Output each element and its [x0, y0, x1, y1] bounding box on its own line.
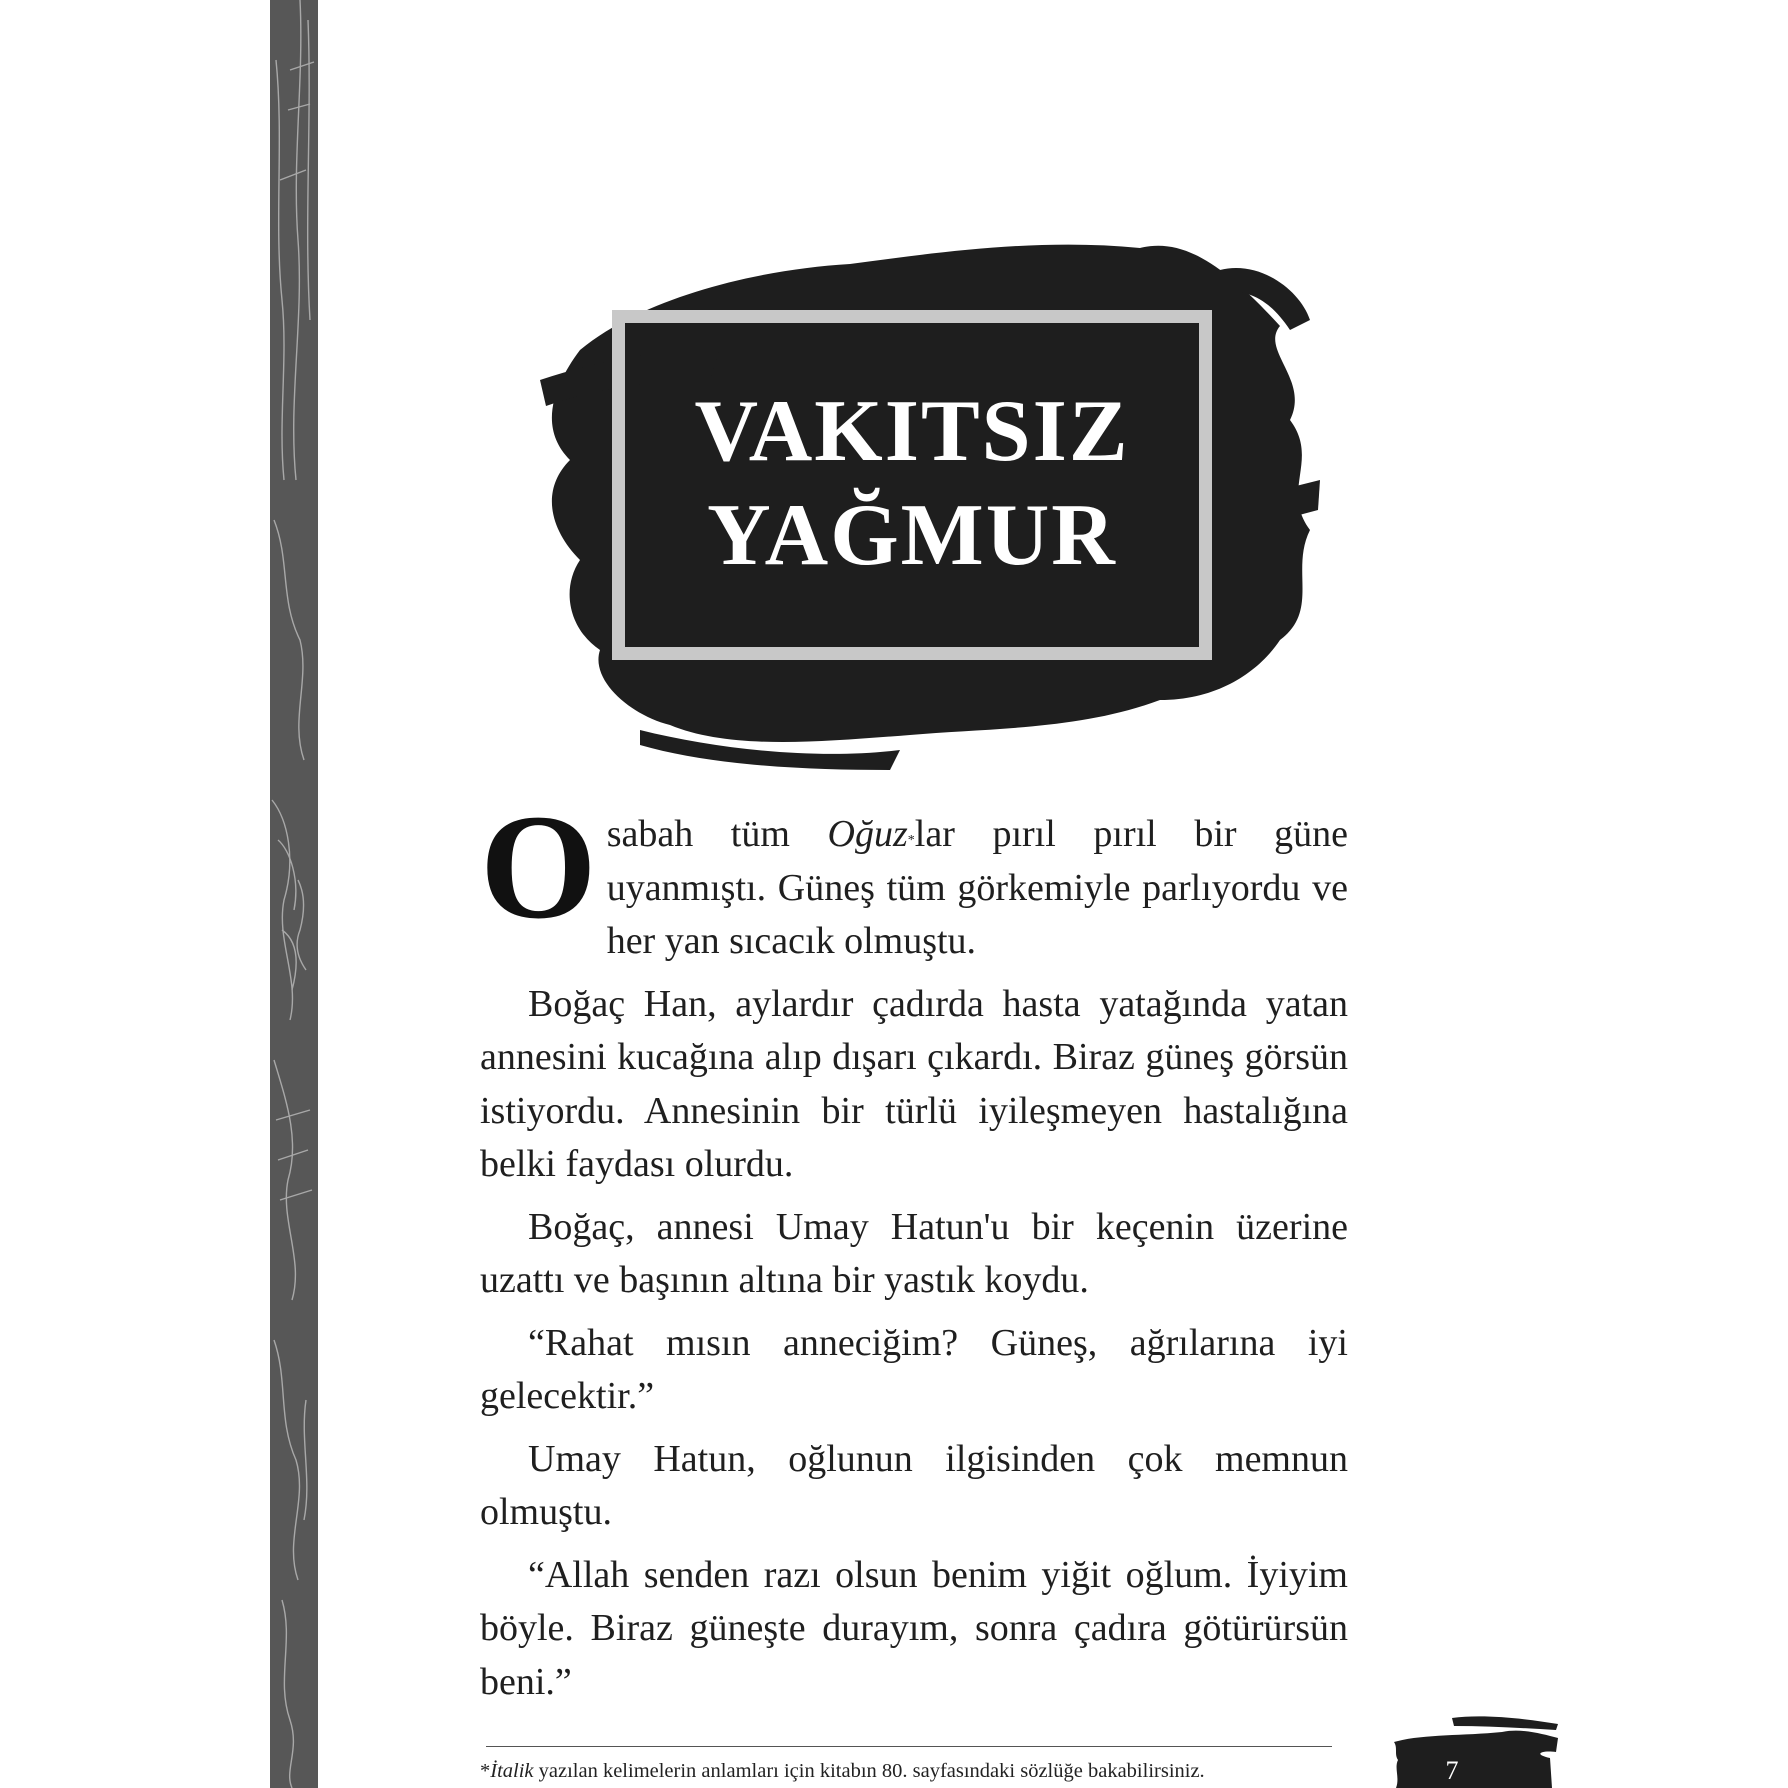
paragraph-4: “Rahat mısın anneciğim? Güneş, ağrılarına iyi gelecektir.”: [480, 1321, 1348, 1417]
paragraph-1-lead: sabah tüm: [606, 813, 828, 855]
paragraph-1: [480, 784, 1349, 969]
footnote-italic-word: İtalik: [490, 1760, 534, 1782]
footnote-marker: *: [480, 1760, 491, 1782]
footnote-divider: [486, 1746, 1332, 1747]
footnote-text: yazılan kelimelerin anlamları için kitabın 80. sayfasındaki sözlüğe bakabilirsiniz.: [533, 1760, 1205, 1782]
chapter-title-line-1: VAKITSIZ: [694, 383, 1130, 480]
glossary-term: Oğuz: [827, 813, 908, 855]
paragraph-6: “Allah senden razı olsun benim yiğit oğlum. İyiyim böyle. Biraz güneşte durayım, sonra çadıra götürürsün beni.”: [480, 1553, 1348, 1703]
drop-cap: O: [480, 784, 597, 950]
chapter-title-block: [520, 230, 1320, 770]
chapter-body: [480, 784, 1349, 1718]
paragraph-3: Boğaç, annesi Umay Hatun'u bir keçenin üzerine uzattı ve başının altına bir yastık koydu.: [480, 1205, 1348, 1301]
page-number: 7: [1445, 1756, 1459, 1785]
paragraph-1-rest: lar pırıl pırıl bir güne uyanmıştı. Güneş tüm görkemiyle parlıyordu ve her yan sıcacık olmuştu.: [606, 813, 1349, 962]
decorative-sketch-strip: [270, 0, 318, 1788]
footnote-marker: *: [907, 833, 915, 848]
brush-badge-icon: [1392, 1712, 1562, 1788]
page-number-badge: [1392, 1712, 1562, 1788]
paragraph-2: Boğaç Han, aylardır çadırda hasta yatağında yatan annesini kucağına alıp dışarı çıkardı. Biraz güneş görsün istiyordu. Annesinin bir türlü iyileşmeyen hastalığına belki faydası olurdu.: [480, 982, 1348, 1185]
chapter-title-line-2: YAĞMUR: [707, 487, 1117, 584]
chapter-title: [612, 380, 1212, 588]
footnote: [480, 1760, 1350, 1783]
paragraph-5: Umay Hatun, oğlunun ilgisinden çok memnun olmuştu.: [480, 1437, 1348, 1533]
sketch-illustration-icon: [270, 0, 318, 1788]
